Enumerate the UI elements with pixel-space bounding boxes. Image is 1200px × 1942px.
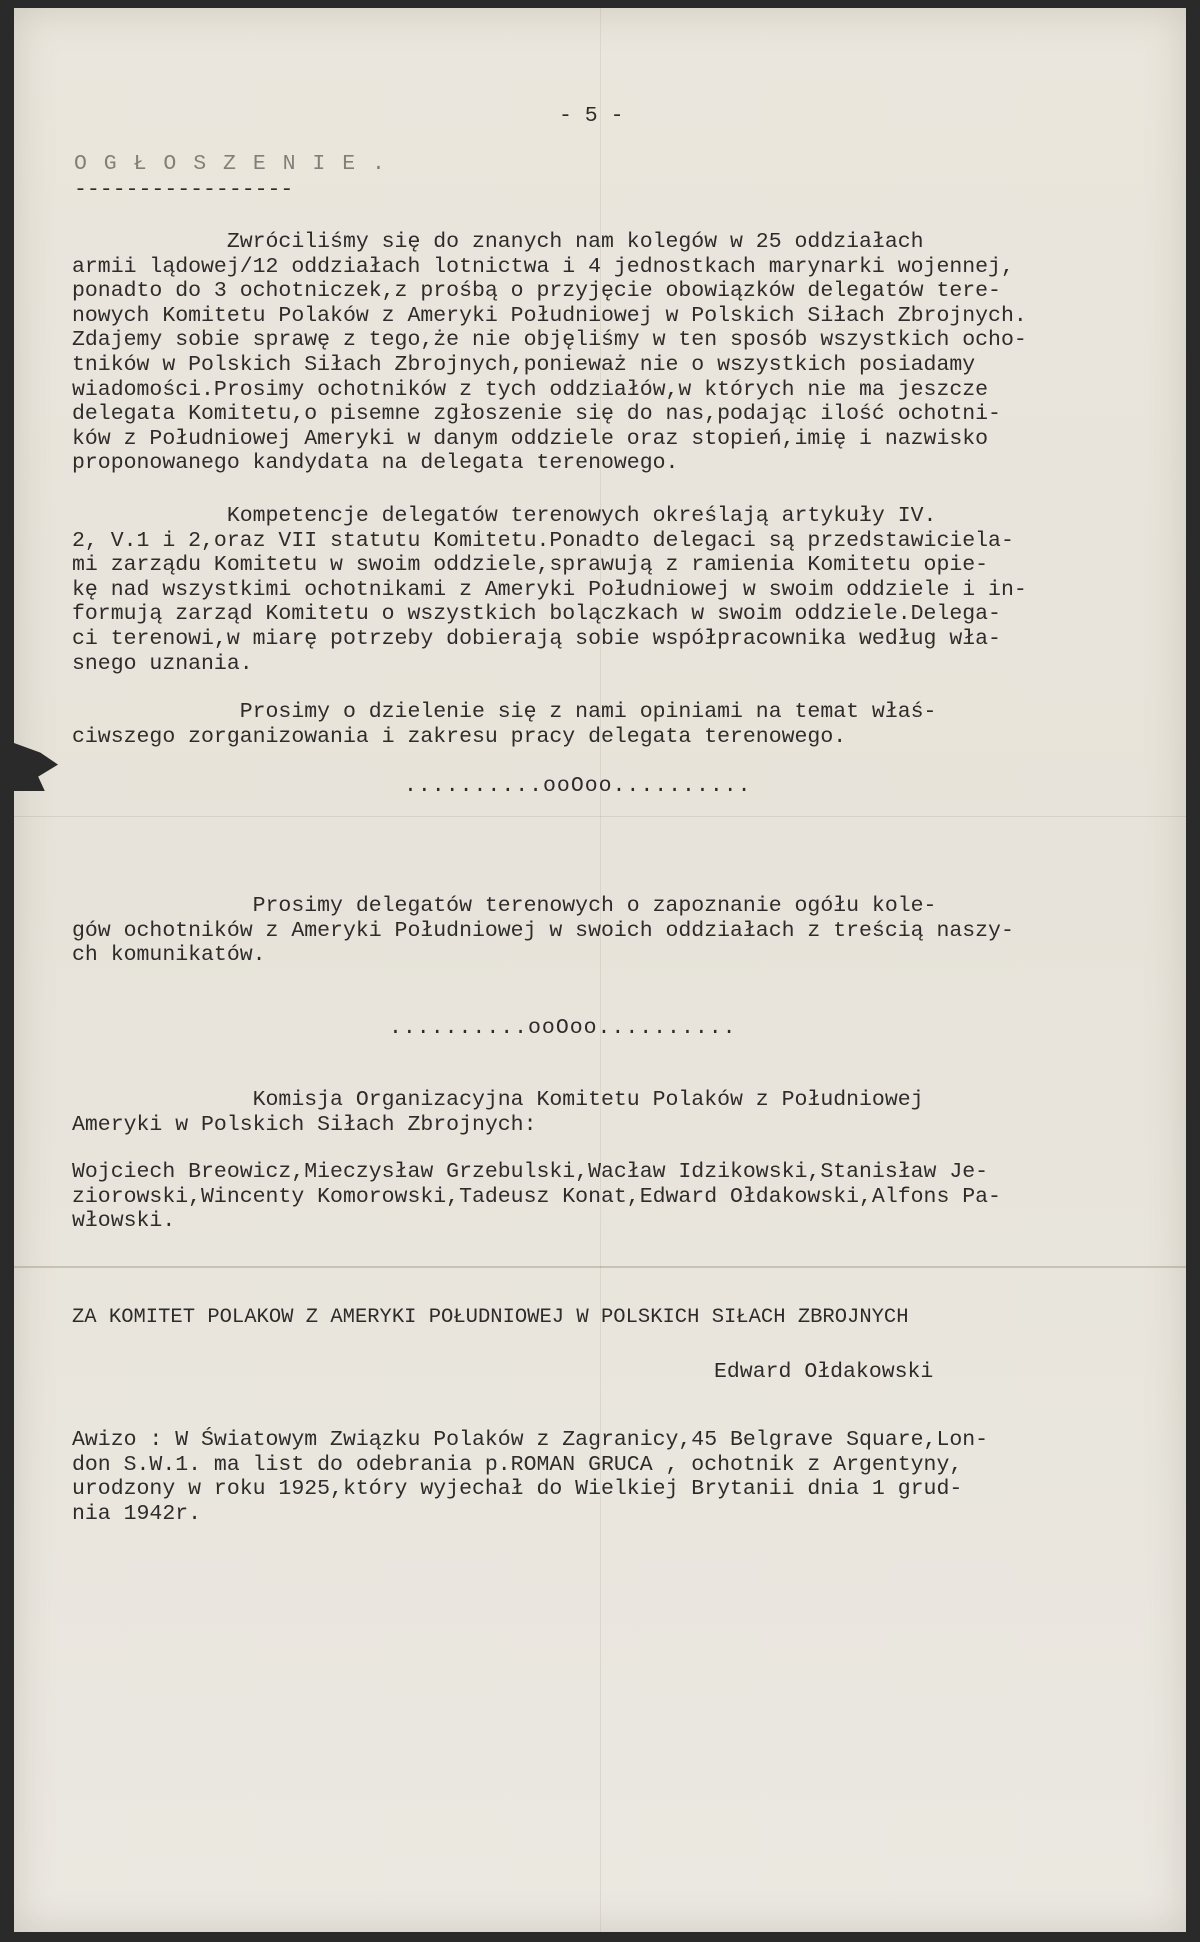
paragraph-communication-request: Prosimy delegatów terenowych o zapoznanie ogółu kole- gów ochotników z Ameryki Południowej w swoich oddziałach z treścią naszy- ch komunikatów.	[72, 894, 1014, 968]
section-separator: ..........ooOoo..........	[404, 774, 752, 798]
paragraph-delegate-competences: Kompetencje delegatów terenowych określają artykuły IV. 2, V.1 i 2,oraz VII statutu Komitetu.Ponadto delegaci są przedstawiciela- mi zarządu Komitetu w swoim oddziele,sprawują z ramienia Komitetu opie- kę nad wszystkimi ochotnikami z Ameryki Południowej w swoim oddziele i in- formują zarząd Komitetu o wszystkich bolączkach w swoim oddziele.Delega- ci terenowi,w miarę potrzeby dobierają sobie współpracownika według wła- snego uznania.	[72, 504, 1027, 676]
paragraph-opinions-request: Prosimy o dzielenie się z nami opiniami na temat właś- ciwszego zorganizowania i zakresu pracy delegata terenowego.	[72, 700, 937, 749]
committee-footer-line: ZA KOMITET POLAKOW Z AMERYKI POŁUDNIOWEJ W POLSKICH SIŁACH ZBROJNYCH	[72, 1306, 909, 1329]
document-sheet	[14, 8, 1186, 1932]
paragraph-organizing-commission: Komisja Organizacyjna Komitetu Polaków z Południowej Ameryki w Polskich Siłach Zbrojnych:	[72, 1088, 924, 1137]
page-number: - 5 -	[559, 104, 624, 128]
paper-tear	[14, 743, 58, 791]
section-separator: ..........ooOoo..........	[389, 1016, 737, 1040]
notice-awizo: Awizo : W Światowym Związku Polaków z Zagranicy,45 Belgrave Square,Lon- don S.W.1. ma list do odebrania p.ROMAN GRUCA , ochotnik z Argentyny, urodzony w roku 1925,który wyjechał do Wielkiej Brytanii dnia 1 grud- nia 1942r.	[72, 1428, 989, 1526]
commission-member-names: Wojciech Breowicz,Mieczysław Grzebulski,Wacław Idzikowski,Stanisław Je- ziorowski,Wincenty Komorowski,Tadeusz Konat,Edward Ołdakowski,Alfons Pa- włowski.	[72, 1160, 1001, 1234]
signer-name: Edward Ołdakowski	[714, 1360, 934, 1384]
paragraph-volunteers-delegates: Zwróciliśmy się do znanych nam kolegów w 25 oddziałach armii lądowej/12 oddziałach lotnictwa i 4 jednostkach marynarki wojennej, ponadto do 3 ochotniczek,z prośbą o przyjęcie obowiązków delegatów tere- nowych Komitetu Polaków z Ameryki Południowej w Polskich Siłach Zbrojnych. Zdajemy sobie sprawę z tego,że nie objęliśmy w ten sposób wszystkich ocho- tników w Polskich Siłach Zbrojnych,ponieważ nie o wszystkich posiadamy wiadomości.Prosimy ochotników z tych oddziałów,w których nie ma jeszcze delegata Komitetu,o pisemne zgłoszenie się do nas,podając ilość ochotni- ków z Południowej Ameryki w danym oddziele oraz stopień,imię i nazwisko proponowanego kandydata na delegata terenowego.	[72, 230, 1027, 476]
document-heading: O G Ł O S Z E N I E .	[74, 152, 387, 176]
heading-underline: -----------------	[74, 178, 294, 202]
